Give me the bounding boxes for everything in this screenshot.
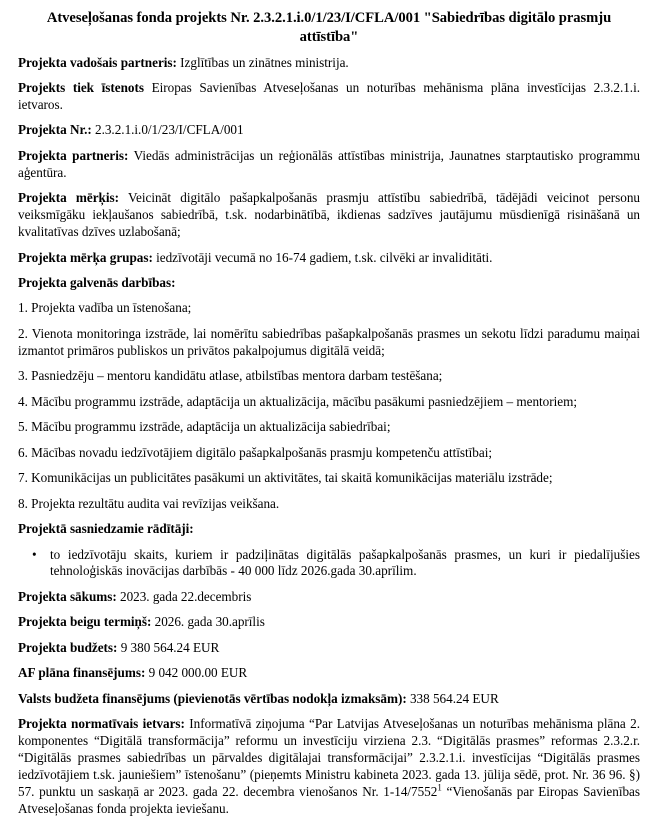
lead-partner-label: Projekta vadošais partneris:: [18, 54, 177, 70]
end-date-label: Projekta beigu termiņš:: [18, 614, 152, 630]
af-funding-label: AF plāna finansējums:: [18, 665, 146, 681]
main-activities-heading-text: Projekta galvenās darbības:: [18, 275, 176, 291]
activity-item: 4. Mācību programmu izstrāde, adaptācija un aktualizācija, mācību pasākumi pasniedzējiem – mentoriem;: [18, 393, 577, 409]
target-groups-paragraph: [18, 250, 640, 267]
activity-item: 6. Mācības novadu iedzīvotājiem digitālo pašapkalpošanās prasmju kompetenču attīstībai;: [18, 444, 492, 460]
legal-framework-value-part1: Informatīvā ziņojuma “Par Latvijas Atveseļošanas un noturības mehānisma plāna 2. komponentes “Digitālā transformācija” reformu un investīciju virziena 2.3. “Digitālās prasmes” reformas 2.3.2.r. “Digitālās prasmes sabiedrības un pārvaldes digitālajai transformācijai” 2.3.2.1.i. investīcijas “Digitālās prasmes iedzīvotājiem t.sk. jauniešiem” īstenošanu” (pieņemts Ministru kabineta 2023. gada 13. jūlija sēdē, prot. Nr. 36 96. §) 57. punktu un saskaņā ar 2023. gada 22. decembra vienošanos Nr. 1-14/7552: [18, 716, 640, 799]
implementation-value: Eiropas Savienības Atveseļošanas un noturības mehānisma plāna investīcijas 2.3.2.1.i. ietvaros.: [18, 79, 640, 112]
project-number-paragraph: [18, 122, 640, 139]
lead-partner-paragraph: [18, 55, 640, 72]
list-item: [18, 547, 640, 581]
state-funding-label: Valsts budžeta finansējums (pievienotās vērtības nodokļa izmaksām):: [18, 690, 407, 706]
end-date-value: 2026. gada 30.aprīlis: [151, 614, 265, 630]
project-number-value: 2.3.2.1.i.0/1/23/I/CFLA/001: [91, 122, 244, 138]
state-funding-paragraph: [18, 691, 640, 708]
legal-framework-value-part2: “Vienošanās par Eiropas Savienības Atveseļošanas fonda projekta ieviešanu.: [18, 784, 640, 816]
main-activities-heading: [18, 275, 640, 292]
start-date-paragraph: [18, 589, 640, 606]
activity-item: 8. Projekta rezultātu audita vai revīzijas veikšana.: [18, 495, 280, 511]
budget-paragraph: [18, 640, 640, 657]
implementation-paragraph: [18, 80, 640, 114]
footnote-marker: 1: [437, 782, 442, 793]
activity-item: 5. Mācību programmu izstrāde, adaptācija un aktualizācija sabiedrībai;: [18, 419, 391, 435]
activity-item: 3. Pasniedzēju – mentoru kandidātu atlase, atbilstības mentora darbam testēšana;: [18, 368, 443, 384]
page-title: Atveseļošanas fonda projekts Nr. 2.3.2.1.i.0/1/23/I/CFLA/001 "Sabiedrības digitālo prasmju attīstība": [46, 10, 612, 46]
budget-label: Projekta budžets:: [18, 639, 118, 655]
target-groups-value: iedzīvotāji vecumā no 16-74 gadiem, t.sk. cilvēki ar invaliditāti.: [152, 249, 493, 265]
end-date-paragraph: [18, 614, 640, 631]
af-funding-value: 9 042 000.00 EUR: [145, 665, 248, 681]
bullet-icon: •: [32, 546, 37, 562]
indicators-list: [18, 547, 640, 581]
budget-value: 9 380 564.24 EUR: [117, 639, 220, 655]
goal-paragraph: [18, 190, 640, 241]
indicator-text: to iedzīvotāju skaits, kuriem ir padziļinātas digitālās pašapkalpošanās prasmes, un kuri ir piedalījušies tehnoloģiskās inovācijas darbībās - 40 000 līdz 2026.gada 30.aprīlim.: [50, 546, 640, 579]
activity-item: 2. Vienota monitoringa izstrāde, lai nomērītu sabiedrības pašapkalpošanās prasmes un sekotu līdzi paradumu maiņai izmantot primāros publiskos un privātos pakalpojumus digitālā veidā;: [18, 325, 640, 358]
start-date-value: 2023. gada 22.decembris: [116, 588, 252, 604]
af-funding-paragraph: [18, 665, 640, 682]
implementation-label: Projekts tiek īstenots: [18, 79, 144, 95]
partner-paragraph: [18, 148, 640, 182]
legal-framework-paragraph: [18, 716, 640, 818]
indicators-heading: [18, 521, 640, 538]
legal-framework-label: Projekta normatīvais ietvars:: [18, 716, 185, 732]
partner-label: Projekta partneris:: [18, 147, 129, 163]
start-date-label: Projekta sākums:: [18, 588, 117, 604]
project-number-label: Projekta Nr.:: [18, 122, 92, 138]
activity-item: 7. Komunikācijas un publicitātes pasākumi un aktivitātes, tai skaitā komunikācijas materiālu izstrāde;: [18, 470, 553, 486]
goal-label: Projekta mērķis:: [18, 190, 119, 206]
indicators-heading-text: Projektā sasniedzamie rādītāji:: [18, 521, 194, 537]
activity-item: 1. Projekta vadība un īstenošana;: [18, 300, 192, 316]
goal-value: Veicināt digitālo pašapkalpošanās prasmju attīstību sabiedrībā, tādējādi veicinot personu veiksmīgāku iekļaušanos sabiedrībā, t.sk. nodarbinātībā, ikdienas sadzīves jautājumu mūsdienīgā risināšanā un kvalitatīvas dzīves uzlabošanā;: [18, 190, 640, 240]
partner-value: Viedās administrācijas un reģionālās attīstības ministrija, Jaunatnes starptautisko programmu aģentūra.: [18, 147, 640, 180]
state-funding-value: 338 564.24 EUR: [406, 690, 499, 706]
target-groups-label: Projekta mērķa grupas:: [18, 249, 153, 265]
lead-partner-value: Izglītības un zinātnes ministrija.: [176, 54, 349, 70]
